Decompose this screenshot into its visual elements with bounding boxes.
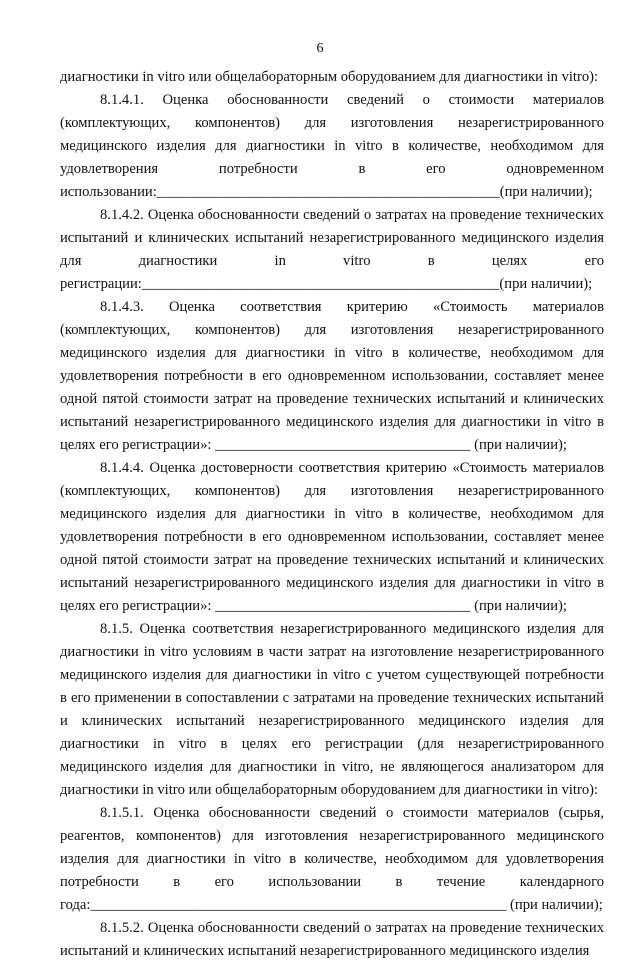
text-line: реагентов, компонентов) для изготовления незарегистрированного медицинского	[60, 828, 604, 844]
text-line: года:_________________________________________________________ (при наличии);	[60, 897, 603, 913]
text-line: одной пятой стоимости затрат на проведение технических испытаний и клинических	[60, 552, 604, 568]
text-line: медицинского изделия для диагностики in vitro в количестве, необходимом для	[60, 506, 604, 522]
text-line: целях его регистрации»: ___________________________________ (при наличии);	[60, 437, 567, 453]
text-line: удовлетворения потребности в его одновременном использовании, составляет менее	[60, 368, 604, 384]
paragraph-p6	[60, 802, 604, 917]
text-line: медицинского изделия для диагностики in vitro с учетом существующей потребности	[60, 667, 604, 683]
text-line: (комплектующих, компонентов) для изготовления незарегистрированного	[60, 483, 604, 499]
paragraph-p5	[60, 618, 604, 802]
text-line: диагностики in vitro условиям в части затрат на изготовление незарегистрированного	[60, 644, 604, 660]
text-line: медицинского изделия для диагностики in vitro, не являющегося анализатором для	[60, 759, 604, 775]
text-line: диагностики in vitro или общелабораторным оборудованием для диагностики in vitro):	[60, 69, 599, 85]
text-line: одной пятой стоимости затрат на проведение технических испытаний и клинических	[60, 391, 604, 407]
text-line: медицинского изделия для диагностики in vitro в количестве, необходимом для	[60, 345, 604, 361]
paragraph-p3	[60, 296, 604, 457]
text-line: испытаний незарегистрированного медицинского изделия для диагностики in vitro в	[60, 575, 604, 591]
text-line: 8.1.4.2. Оценка обоснованности сведений о затратах на проведение технических	[100, 207, 604, 223]
text-line: 8.1.4.4. Оценка достоверности соответствия критерию «Стоимость материалов	[100, 460, 604, 476]
text-line: регистрации:_________________________________________________(при наличии);	[60, 276, 593, 292]
text-line: (комплектующих, компонентов) для изготовления незарегистрированного	[60, 115, 604, 131]
text-line: целях его регистрации»: ___________________________________ (при наличии);	[60, 598, 567, 614]
paragraph-p1	[60, 89, 604, 204]
paragraph-p4	[60, 457, 604, 618]
text-line: изделия для диагностики in vitro в количестве, необходимом для удовлетворения	[60, 851, 604, 867]
text-line: медицинского изделия для диагностики in vitro в количестве, необходимом для	[60, 138, 604, 154]
text-line: 8.1.5. Оценка соответствия незарегистрированного медицинского изделия для	[100, 621, 604, 637]
page-number: 6	[316, 41, 324, 56]
text-line: для диагностики in vitro в целях его	[60, 253, 604, 269]
text-line: (комплектующих, компонентов) для изготовления незарегистрированного	[60, 322, 604, 338]
text-line: 8.1.4.3. Оценка соответствия критерию «Стоимость материалов	[100, 299, 604, 315]
text-line: диагностики in vitro или общелабораторным оборудованием для диагностики in vitro):	[60, 782, 599, 798]
text-line: 8.1.4.1. Оценка обоснованности сведений о стоимости материалов	[100, 92, 604, 108]
text-line: 8.1.5.2. Оценка обоснованности сведений о затратах на проведение технических	[100, 920, 604, 936]
text-line: использовании:_______________________________________________(при наличии);	[60, 184, 593, 200]
text-line: удовлетворения потребности в его одновременном использовании, составляет менее	[60, 529, 604, 545]
text-line: и клинических испытаний незарегистрированного медицинского изделия для	[60, 713, 604, 729]
text-line: испытаний и клинических испытаний незарегистрированного медицинского изделия	[60, 943, 590, 959]
text-line: удовлетворения потребности в его одновременном	[60, 161, 604, 177]
paragraph-p7	[60, 917, 604, 963]
document-body	[60, 66, 604, 963]
text-line: потребности в его использовании в течение календарного	[60, 874, 604, 890]
text-line: испытаний незарегистрированного медицинского изделия для диагностики in vitro в	[60, 414, 604, 430]
text-line: 8.1.5.1. Оценка обоснованности сведений о стоимости материалов (сырья,	[100, 805, 604, 821]
text-line: в его применении в сопоставлении с затратами на проведение технических испытаний	[60, 690, 604, 706]
paragraph-p0	[60, 66, 604, 89]
text-line: испытаний и клинических испытаний незарегистрированного медицинского изделия	[60, 230, 604, 246]
text-line: диагностики in vitro в целях его регистрации (для незарегистрированного	[60, 736, 604, 752]
paragraph-p2	[60, 204, 604, 296]
